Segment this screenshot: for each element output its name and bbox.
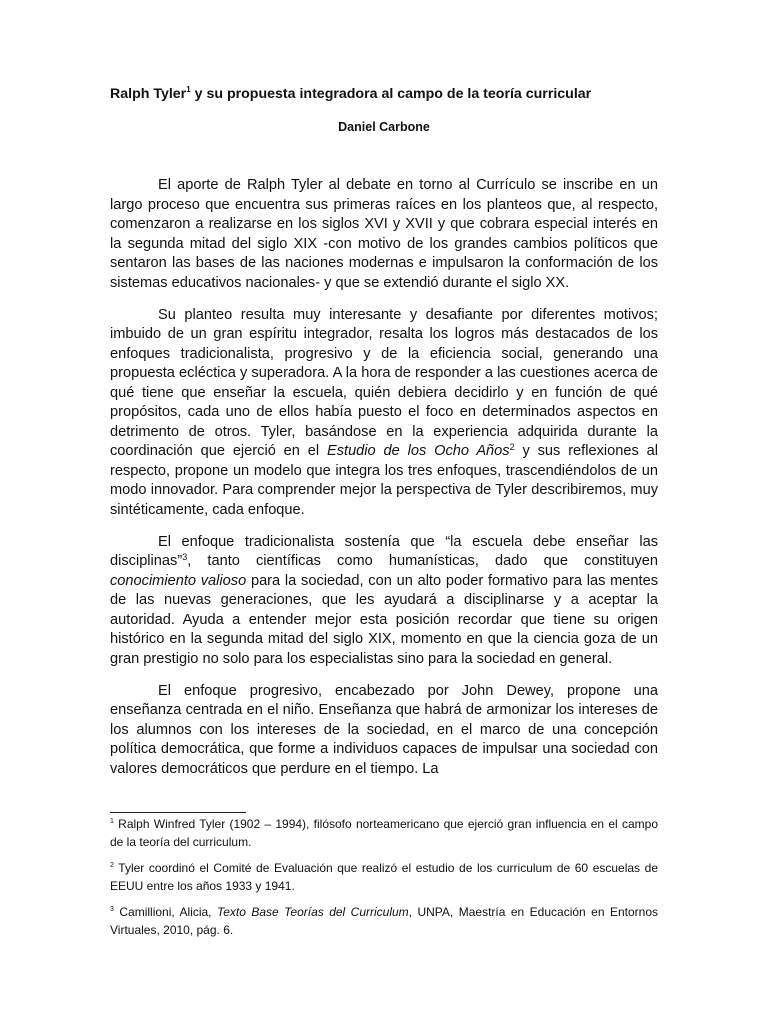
study-name: Estudio de los Ocho Años <box>326 443 510 459</box>
footnote-2-text: Tyler coordinó el Comité de Evaluación que realizó el estudio de los curriculum de 60 escuelas de EEUU entre los años 1933 y 1941. <box>110 861 658 893</box>
footnote-separator <box>110 812 246 813</box>
paragraph-2 <box>110 306 658 521</box>
emphasized-term: conocimiento valioso <box>110 572 247 589</box>
title-main: Ralph Tyler <box>110 86 187 102</box>
footnote-ref-3[interactable]: 3 <box>182 552 188 562</box>
paragraph-3-text-b: , tanto científicas como humanísticas, dado que constituyen <box>187 553 658 569</box>
footnote-2-mark: 2 <box>110 862 114 869</box>
footnotes <box>110 816 658 948</box>
footnote-1-text: Ralph Winfred Tyler (1902 – 1994), filósofo norteamericano que ejerció gran influencia en el campo de la teoría del curriculum. <box>110 817 658 849</box>
footnote-1 <box>110 816 658 851</box>
footnote-3-text-b: , UNPA, Maestría en Educación en Entornos Virtuales, 2010, pág. 6. <box>110 905 658 937</box>
paragraph-2-text-b: y sus reflexiones al respecto, propone un modelo que integra los tres enfoques, trascendiéndolos de un modo innovador. Para comprender mejor la perspectiva de Tyler describiremos, muy sintéticamente, cada enfoque. <box>110 443 658 518</box>
paragraph-4: El enfoque progresivo, encabezado por John Dewey, propone una enseñanza centrada en el niño. Enseñanza que habrá de armonizar los intereses de los alumnos con los intereses de la sociedad, en el marco de una concepción política democrática, que forme a individuos capaces de impulsar una sociedad con valores democráticos que perdure en el tiempo. La <box>110 682 658 777</box>
footnote-ref-1[interactable]: 1 <box>186 85 191 94</box>
paragraph-3 <box>110 533 658 670</box>
footnote-3-mark: 3 <box>110 906 114 913</box>
footnote-2 <box>110 860 658 895</box>
footnote-3-text-a: Camillioni, Alicia, <box>113 905 217 919</box>
footnote-3 <box>110 904 658 939</box>
footnote-ref-2[interactable]: 2 <box>509 442 515 452</box>
document-title <box>110 85 670 103</box>
author-name: Daniel Carbone <box>338 120 430 134</box>
paragraph-1: El aporte de Ralph Tyler al debate en torno al Currículo se inscribe en un largo proceso que encuentra sus primeras raíces en los planteos que, al respecto, comenzaron a realizarse en los siglos XVI y XVII y que cobrara especial interés en la segunda mitad del siglo XIX -con motivo de los grandes cambios políticos que sentaron las bases de las naciones modernas e impulsaron la conformación de los sistemas educativos nacionales- y que se extendió durante el siglo XX. <box>110 177 658 291</box>
cited-work-title: Texto Base Teorías del Curriculum <box>216 905 409 919</box>
paragraph-3-text-c: para la sociedad, con un alto poder formativo para las mentes de las nuevas generaciones, que les ayudará a disciplinarse y a aceptar la autoridad. Ayuda a entender mejor esta posición recordar que tiene su origen histórico en la segunda mitad del siglo XIX, momento en que la ciencia goza de un gran prestigio no solo para los especialistas sino para la sociedad en general. <box>110 572 658 667</box>
paragraph-3-text-a: El enfoque tradicionalista sostenía que “la escuela debe enseñar las disciplinas” <box>110 533 658 569</box>
footnote-1-mark: 1 <box>110 818 114 825</box>
paragraph-2-text-a: Su planteo resulta muy interesante y desafiante por diferentes motivos; imbuido de un gran espíritu integrador, resalta los logros más destacados de los enfoques tradicionalista, progresivo y de la eficiencia social, generando una propuesta ecléctica y superadora. A la hora de responder a las cuestiones acerca de qué tiene que enseñar la escuela, quién debiera decidirlo y en función de qué propósitos, cada uno de ellos había puesto el foco en determinados aspectos en detrimento de otros. Tyler, basándose en la experiencia adquirida durante la coordinación que ejerció en el <box>110 306 658 459</box>
body-text <box>110 176 658 780</box>
title-rest: y su propuesta integradora al campo de la teoría curricular <box>190 86 592 102</box>
